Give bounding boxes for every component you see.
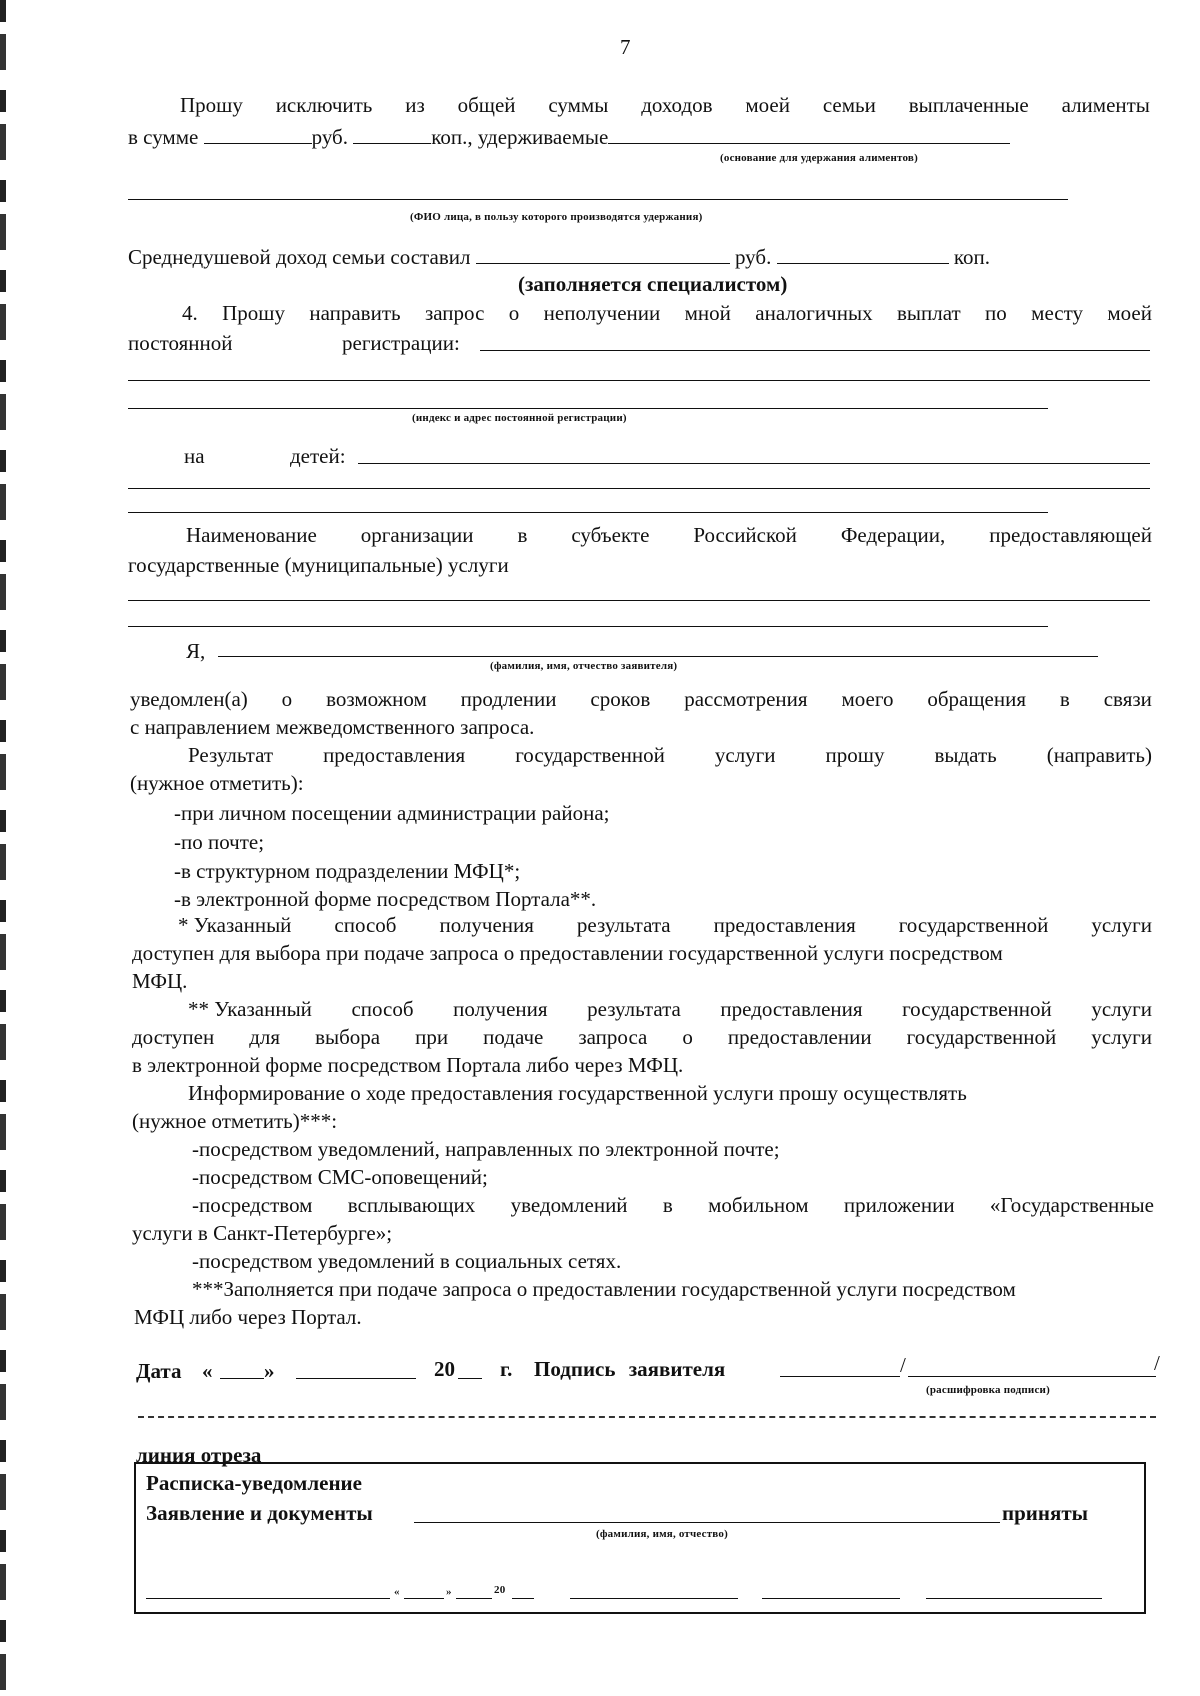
word: выплаченные <box>908 93 1029 117</box>
income-kop-label: коп. <box>953 245 990 269</box>
decode-caption: (расшифровка подписи) <box>926 1384 1050 1396</box>
children-label: детей: <box>290 444 346 468</box>
signature-field[interactable] <box>780 1376 900 1377</box>
word: субъекте <box>571 523 650 547</box>
word: о <box>682 1025 693 1049</box>
note1-line1 <box>178 912 1152 938</box>
word: способ <box>351 997 414 1021</box>
word: запроса <box>578 1025 648 1049</box>
informing-option-2[interactable]: -посредством СМС-оповещений; <box>192 1165 488 1189</box>
word: связи <box>1103 687 1152 711</box>
word: предоставляющей <box>989 523 1152 547</box>
result-line1 <box>188 742 1152 768</box>
income-label: Среднедушевой доход семьи составил <box>128 245 471 269</box>
note1-line2: доступен для выбора при подаче запроса о предоставлении государственной услуги посредством <box>132 941 1003 965</box>
receipt-documents-label: Заявление и документы <box>146 1501 373 1525</box>
word: моей <box>745 93 790 117</box>
receipt-date-day-field[interactable] <box>404 1598 444 1599</box>
result-line2: (нужное отметить): <box>130 771 304 795</box>
word: при <box>415 1025 449 1049</box>
word: прошу <box>825 743 885 767</box>
word: получения <box>453 997 548 1021</box>
organization-line1 <box>186 522 1152 548</box>
word: рассмотрения <box>684 687 808 711</box>
sum-rub-field[interactable] <box>204 125 312 144</box>
cut-line-label: линия отреза <box>136 1443 262 1467</box>
word: мной <box>684 301 731 325</box>
word: о <box>508 301 520 325</box>
registration-field-2[interactable] <box>128 380 1150 381</box>
date-year-suffix: г. <box>500 1357 513 1381</box>
word: Российской <box>693 523 797 547</box>
word: государственной <box>902 997 1052 1021</box>
word: 4. <box>182 301 198 325</box>
word: подаче <box>483 1025 544 1049</box>
word: результата <box>576 913 671 937</box>
informing-note-line2: МФЦ либо через Портал. <box>134 1305 362 1329</box>
receipt-title: Расписка-уведомление <box>146 1471 362 1495</box>
cut-line <box>138 1416 1156 1418</box>
applicant-line1 <box>130 686 1152 712</box>
ya-label: Я, <box>186 639 206 663</box>
word: предоставления <box>720 997 863 1021</box>
word: алименты <box>1061 93 1150 117</box>
permanent-label: постоянной <box>128 331 233 355</box>
informing-note-line1: ***Заполняется при подаче запроса о предоставлении государственной услуги посредством <box>192 1277 1016 1301</box>
word: из <box>405 93 425 117</box>
word: «Государственные <box>989 1193 1154 1217</box>
word: услуги <box>1091 1025 1152 1049</box>
date-quote-close: » <box>264 1359 275 1383</box>
on-label: на <box>184 444 205 468</box>
address-caption: (индекс и адрес постоянной регистрации) <box>412 412 627 424</box>
word: организации <box>360 523 474 547</box>
word: ** Указанный <box>188 997 312 1021</box>
word: Прошу <box>180 93 243 117</box>
children-field[interactable] <box>358 463 1150 464</box>
registration-field[interactable] <box>480 350 1150 351</box>
result-option-1[interactable]: -при личном посещении администрации района; <box>174 801 610 825</box>
word: исключить <box>275 93 373 117</box>
word: моего <box>841 687 894 711</box>
note2-line3: в электронной форме посредством Портала либо через МФЦ. <box>132 1053 684 1077</box>
word: предоставлении <box>727 1025 872 1049</box>
word: приложении <box>843 1193 955 1217</box>
signature-label: Подпись заявителя <box>534 1357 726 1381</box>
date-quote-open: « <box>202 1359 213 1383</box>
word: * Указанный <box>178 913 292 937</box>
informing-option-3-line1[interactable] <box>192 1192 1154 1218</box>
word: предоставления <box>323 743 466 767</box>
receipt-field-4[interactable] <box>926 1598 1102 1599</box>
date-day-field[interactable] <box>220 1378 264 1379</box>
children-field-2[interactable] <box>128 488 1150 489</box>
income-kop-field[interactable] <box>777 245 949 264</box>
word: Наименование <box>186 523 317 547</box>
receipt-date-month-field[interactable] <box>456 1598 492 1599</box>
word: направить <box>309 301 401 325</box>
word: Прошу <box>222 301 285 325</box>
word: (направить) <box>1046 743 1152 767</box>
note2-line2 <box>132 1024 1152 1050</box>
word: в <box>1059 687 1070 711</box>
specialist-note: (заполняется специалистом) <box>518 272 788 296</box>
organization-line2: государственные (муниципальные) услуги <box>128 553 509 577</box>
word: семьи <box>822 93 876 117</box>
organization-field[interactable] <box>128 600 1150 601</box>
word: всплывающих <box>347 1193 476 1217</box>
informing-option-3-line2: услуги в Санкт-Петербурге»; <box>132 1221 393 1245</box>
result-option-4[interactable]: -в электронной форме посредством Портала**. <box>174 887 597 911</box>
date-label: Дата <box>136 1359 182 1383</box>
receipt-date-quote-close: » <box>446 1586 452 1598</box>
word: услуги <box>1091 913 1152 937</box>
word: услуги <box>714 743 776 767</box>
informing-option-1[interactable]: -посредством уведомлений, направленных по электронной почте; <box>192 1137 780 1161</box>
receipt-field-3[interactable] <box>762 1598 900 1599</box>
informing-line2: (нужное отметить)***: <box>132 1109 338 1133</box>
word: о <box>281 687 293 711</box>
word: услуги <box>1091 997 1152 1021</box>
word: государственной <box>515 743 665 767</box>
registration-field-3[interactable] <box>128 408 1048 409</box>
receipt-date-year: 20 <box>494 1584 506 1596</box>
word: мобильном <box>708 1193 809 1217</box>
receipt-field-2[interactable] <box>570 1598 738 1599</box>
alimony-line2 <box>128 124 1010 150</box>
word: аналогичных <box>755 301 873 325</box>
sum-kop-field[interactable] <box>353 125 431 144</box>
word: государственной <box>906 1025 1057 1049</box>
page-number: 7 <box>620 35 631 59</box>
recipient-name-field[interactable] <box>128 199 1068 200</box>
scan-edge-artifact <box>0 0 6 1696</box>
word: способ <box>334 913 397 937</box>
signature-slash-2: / <box>1154 1351 1160 1375</box>
word: сроков <box>590 687 651 711</box>
rub-label: руб. <box>311 125 348 149</box>
receipt-box <box>134 1462 1146 1614</box>
receipt-field-1[interactable] <box>146 1598 390 1599</box>
request4-line1 <box>182 300 1152 326</box>
word: запрос <box>424 301 485 325</box>
word: выдать <box>934 743 997 767</box>
word: общей <box>457 93 516 117</box>
income-rub-label: руб. <box>734 245 772 269</box>
children-field-3[interactable] <box>128 512 1048 513</box>
word: Результат <box>188 743 274 767</box>
income-rub-field[interactable] <box>476 245 730 264</box>
word: Федерации, <box>840 523 946 547</box>
receipt-name-field[interactable] <box>414 1522 1000 1523</box>
receipt-date-year-field[interactable] <box>512 1598 534 1599</box>
alimony-basis-field[interactable] <box>608 125 1010 144</box>
registration-label: регистрации: <box>342 331 460 355</box>
word: уведомлен(а) <box>130 687 248 711</box>
word: выплат <box>896 301 961 325</box>
result-option-2[interactable]: -по почте; <box>174 830 265 854</box>
word: продлении <box>460 687 557 711</box>
note2-line1 <box>188 996 1152 1022</box>
kop-withheld-label: коп., удерживаемые <box>431 125 609 149</box>
signature-slash-1: / <box>900 1353 906 1377</box>
word: в <box>517 523 528 547</box>
informing-option-4[interactable]: -посредством уведомлений в социальных сетях. <box>192 1249 622 1273</box>
word: уведомлений <box>510 1193 628 1217</box>
alimony-basis-caption: (основание для удержания алиментов) <box>720 152 918 164</box>
word: в <box>662 1193 673 1217</box>
receipt-date-quote-open: « <box>394 1586 400 1598</box>
alimony-line1 <box>180 92 1150 118</box>
word: суммы <box>548 93 609 117</box>
date-year-field[interactable] <box>458 1378 482 1379</box>
word: государственной <box>898 913 1049 937</box>
word: обращения <box>927 687 1026 711</box>
word: месту <box>1031 301 1084 325</box>
word: результата <box>587 997 681 1021</box>
applicant-line2: с направлением межведомственного запроса. <box>130 715 535 739</box>
word: по <box>985 301 1007 325</box>
word: доходов <box>641 93 713 117</box>
word: получения <box>439 913 534 937</box>
note1-line3: МФЦ. <box>132 969 188 993</box>
word: для <box>249 1025 281 1049</box>
applicant-name-caption: (фамилия, имя, отчество заявителя) <box>490 660 678 672</box>
word: неполучении <box>543 301 661 325</box>
applicant-name-field[interactable] <box>218 656 1098 657</box>
word: доступен <box>132 1025 215 1049</box>
date-month-field[interactable] <box>296 1378 416 1379</box>
result-option-3[interactable]: -в структурном подразделении МФЦ*; <box>174 859 521 883</box>
word: -посредством <box>192 1193 313 1217</box>
word: возможном <box>326 687 427 711</box>
income-line <box>128 244 990 270</box>
word: моей <box>1107 301 1152 325</box>
receipt-accepted: приняты <box>1002 1501 1089 1525</box>
word: предоставления <box>713 913 856 937</box>
date-year-prefix: 20 <box>434 1357 455 1381</box>
organization-field-2[interactable] <box>128 626 1048 627</box>
receipt-name-caption: (фамилия, имя, отчество) <box>596 1528 728 1540</box>
signature-decode-field[interactable] <box>908 1376 1156 1377</box>
informing-line1: Информирование о ходе предоставления государственной услуги прошу осуществлять <box>188 1081 967 1105</box>
in-sum-label: в сумме <box>128 125 199 149</box>
word: выбора <box>315 1025 381 1049</box>
recipient-caption: (ФИО лица, в пользу которого производятся удержания) <box>410 211 703 223</box>
